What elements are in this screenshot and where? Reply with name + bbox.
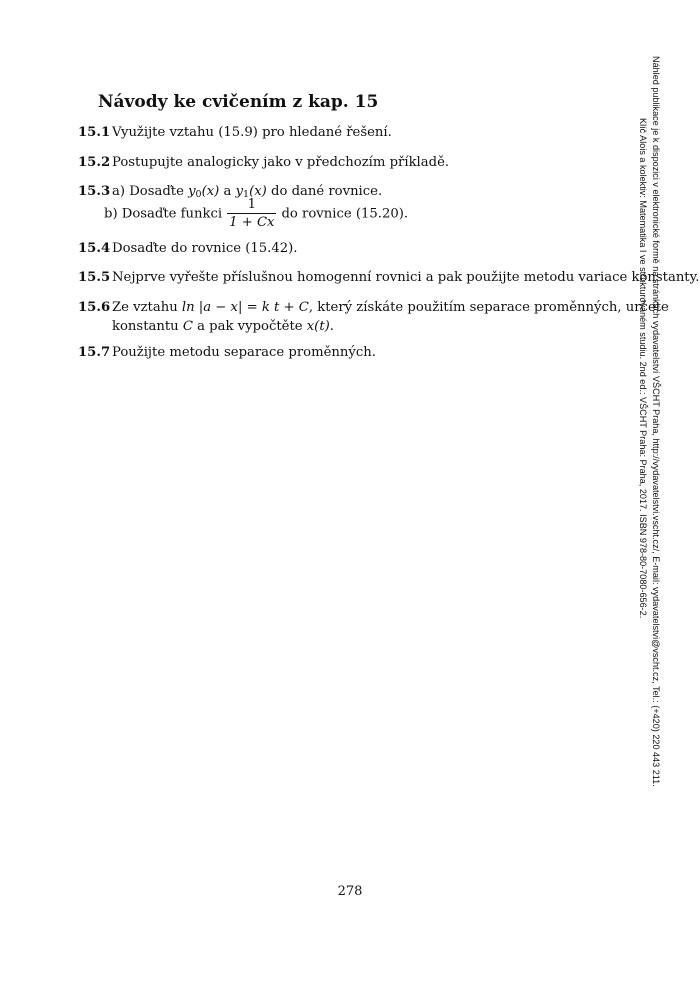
exercise-text: Nejprve vyřešte příslušnou homogenní rovnici a pak použijte metodu variace konstanty. — [112, 270, 700, 285]
exercise-hint-15-3b — [104, 197, 408, 231]
exercise-hint-15-5 — [78, 268, 700, 287]
hint-line2-mid: a pak vypočtěte — [192, 319, 307, 334]
exercise-text: Použijte metodu separace proměnných. — [112, 345, 376, 360]
math-y: y — [188, 184, 196, 199]
section-heading: Návody ke cvičením z kap. 15 — [98, 92, 379, 112]
math-subscript: 1 — [243, 189, 250, 200]
hint-line2-suffix: . — [329, 319, 334, 334]
hint-line1-suffix: , který získáte použitím separace proměnných, určete — [308, 300, 669, 315]
fraction-numerator: 1 — [227, 197, 276, 214]
hint-a-prefix: a) Dosaďte — [112, 184, 189, 199]
exercise-text: Využijte vztahu (15.9) pro hledané řešení. — [112, 125, 392, 140]
side-note-line-1: Klíč Alois a kolektiv: Matematika I ve strukturovaném studiu. 2nd ed.: VŠCHT Praha: Praha, 2017. ISBN 978-80-7080-656-2. — [638, 118, 648, 619]
exercise-text: Postupujte analogicky jako v předchozím příkladě. — [112, 155, 450, 170]
fraction-denominator: 1 + Cx — [229, 215, 275, 230]
exercise-hint-15-4 — [78, 239, 297, 258]
exercise-hint-15-7 — [78, 343, 376, 362]
math-arg: (x) — [249, 184, 267, 199]
exercise-number: 15.4 — [78, 241, 111, 256]
exercise-number: 15.3 — [78, 184, 111, 199]
page-number: 278 — [337, 884, 363, 899]
hint-b-suffix: do rovnice (15.20). — [281, 206, 409, 222]
hint-line1-prefix: Ze vztahu — [112, 300, 182, 315]
math-y: y — [235, 184, 244, 199]
hint-b-prefix: b) Dosaďte funkci — [104, 206, 223, 222]
exercise-number: 15.1 — [78, 125, 111, 140]
hint-line2-prefix: konstantu — [112, 319, 183, 334]
exercise-number: 15.6 — [78, 300, 111, 315]
math-fraction — [227, 197, 276, 231]
hint-a-mid: a — [219, 184, 236, 199]
exercise-number: 15.5 — [78, 270, 111, 285]
side-note-line-2: Náhled publikace je k dispozici v elektronické formě na stránkách vydavatelství VŠCHT Praha, http://vydavatelstvi.vscht.cz/, E-mail: vydavatelstvi@vscht.cz, Tel.: (+420) 220 443 211. — [651, 56, 661, 787]
hint-a-suffix: do dané rovnice. — [266, 184, 383, 199]
exercise-hint-15-2 — [78, 153, 449, 172]
exercise-number: 15.2 — [78, 155, 111, 170]
math-constant: C — [182, 319, 193, 334]
math-equation: ln |a − x| = k t + C — [181, 300, 309, 315]
math-arg: (x) — [201, 184, 220, 199]
math-function: x(t) — [306, 319, 330, 334]
exercise-hint-15-6-cont — [112, 317, 334, 336]
exercise-hint-15-1 — [78, 123, 392, 142]
exercise-text: Dosaďte do rovnice (15.42). — [112, 241, 298, 256]
math-subscript: 0 — [195, 189, 202, 200]
publisher-side-note — [636, 56, 662, 787]
exercise-hint-15-6 — [78, 298, 669, 317]
exercise-number: 15.7 — [78, 345, 111, 360]
